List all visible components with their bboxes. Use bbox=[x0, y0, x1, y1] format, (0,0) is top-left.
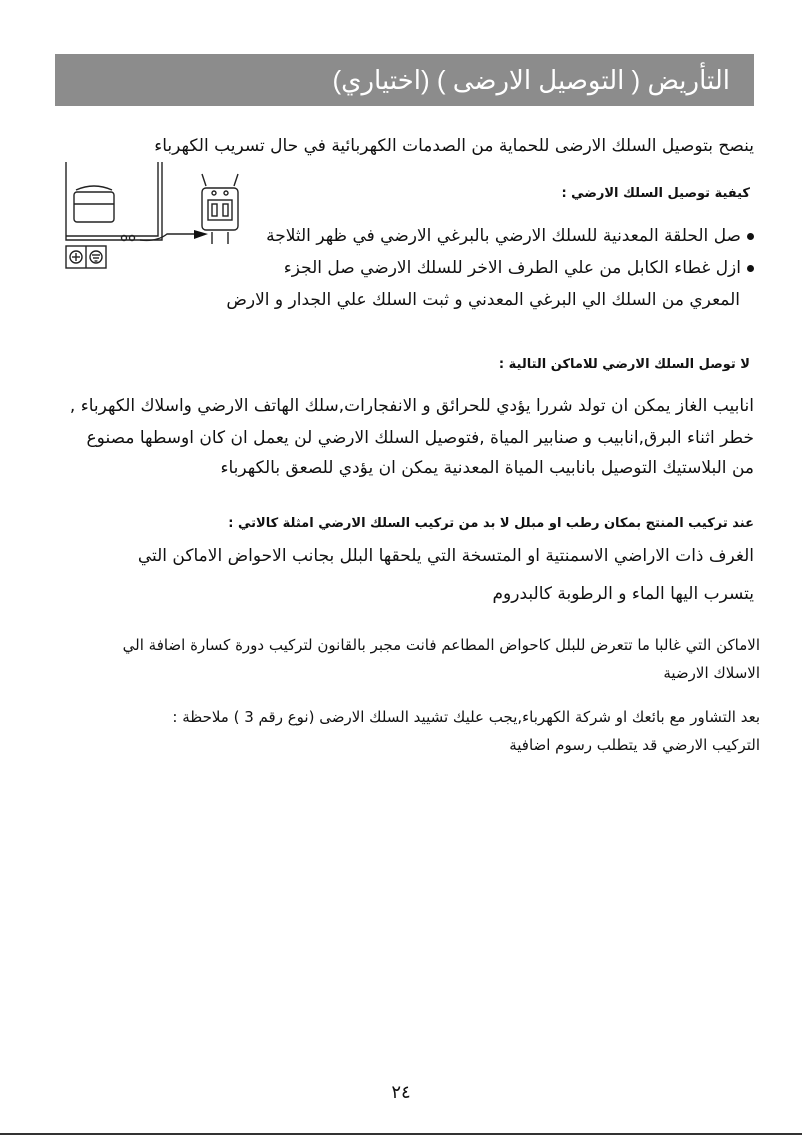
grounding-diagram bbox=[62, 160, 252, 275]
humid-heading: عند تركيب المنتج بمكان رطب او مبلل لا بد من تركيب السلك الارضي امثلة كالاتي : bbox=[228, 516, 754, 531]
do-not-line-3: من البلاستيك التوصيل بانابيب المياة المعدنية يمكن ان يؤدي للصعق بالكهرباء bbox=[220, 458, 754, 478]
bullet-text: ازل غطاء الكابل من علي الطرف الاخر للسلك الارضي صل الجزء bbox=[283, 258, 741, 278]
do-not-line-1: انابيب الغاز يمكن ان تولد شررا يؤدي للحرائق و الانفجارات,سلك الهاتف الارضي واسلاك الكهرباء , bbox=[69, 396, 754, 416]
how-to-continuation: المعري من السلك الي البرغي المعدني و ثبت السلك علي الجدار و الارض bbox=[226, 290, 740, 310]
humid-line-2: يتسرب اليها الماء و الرطوبة كالبدروم bbox=[492, 584, 754, 604]
bullet-dot bbox=[747, 265, 754, 272]
bottom-rule bbox=[0, 1133, 802, 1135]
bullet-dot bbox=[747, 233, 754, 240]
page-number: ٢٤ bbox=[391, 1082, 411, 1103]
intro-text: ينصح بتوصيل السلك الارضى للحماية من الصدمات الكهربائية في حال تسريب الكهرباء bbox=[154, 136, 754, 156]
bullet-text: صل الحلقة المعدنية للسلك الارضي بالبرغي الارضي في ظهر الثلاجة bbox=[266, 226, 741, 246]
wet-places-line-1: الاماكن التي غالبا ما تتعرض للبلل كاحواض المطاعم فانت مجبر بالقانون لتركيب دورة كسارة اضافة الي bbox=[122, 636, 760, 654]
page-title: التأريض ( التوصيل الارضى ) (اختياري) bbox=[332, 64, 730, 95]
how-to-bullet-1 bbox=[266, 226, 754, 246]
wet-places-line-2: الاسلاك الارضية bbox=[663, 664, 760, 682]
do-not-line-2: خطر اثناء البرق,انابيب و صنابير المياة ,فتوصيل السلك الارضي لن يعمل ان كان اوسطها مصنوع bbox=[86, 428, 754, 448]
consult-line-1: بعد التشاور مع بائعك او شركة الكهرباء,يجب عليك تشييد السلك الارضى (نوع رقم 3 ) ملاحظة : bbox=[172, 708, 760, 726]
humid-line-1: الغرف ذات الاراضي الاسمنتية او المتسخة التي يلحقها البلل بجانب الاحواض الاماكن التي bbox=[137, 546, 754, 566]
consult-line-2: التركيب الارضي قد يتطلب رسوم اضافية bbox=[509, 736, 760, 754]
do-not-heading: لا توصل السلك الارضي للاماكن التالية : bbox=[498, 357, 750, 372]
how-to-heading: كيفية توصيل السلك الارضي : bbox=[561, 186, 750, 201]
title-bar bbox=[55, 54, 754, 106]
how-to-bullet-2 bbox=[284, 258, 754, 278]
